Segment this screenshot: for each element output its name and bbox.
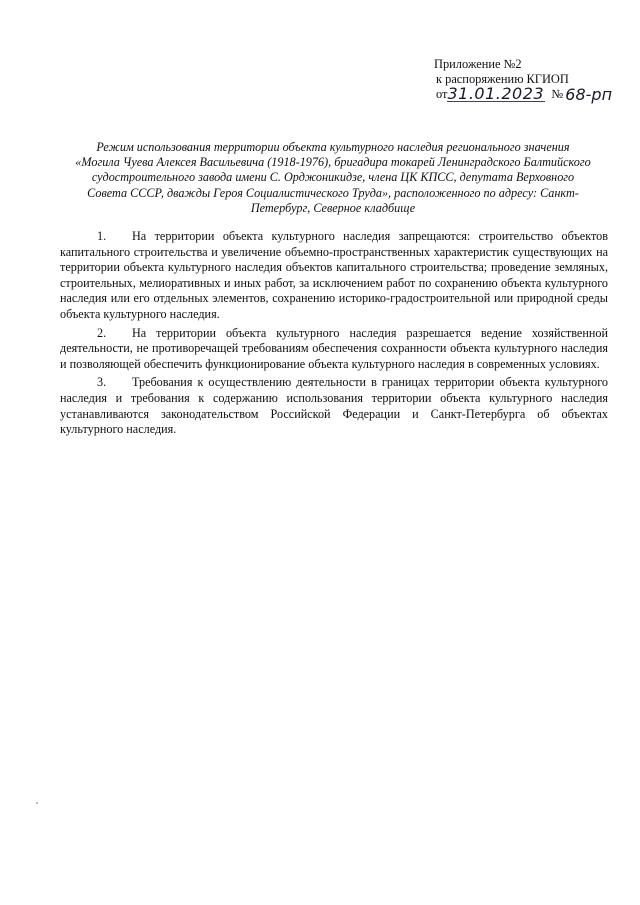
number-sign: № <box>551 87 564 101</box>
date-prefix: от <box>436 87 448 101</box>
paragraph-3 <box>60 375 608 437</box>
document-body <box>60 229 608 441</box>
paragraph-text: Требования к осуществлению деятельности в границах территории объекта культурного наследия и требования к содержанию использования территории объекта культурного наследия устанавливаются законодательством Российской Федерации и Санкт-Петербурга об объектах культурного наследия. <box>60 375 608 437</box>
annex-header <box>433 57 623 102</box>
handwritten-number: 68-рп <box>565 85 613 104</box>
annex-reference: к распоряжению КГИОП <box>436 72 569 86</box>
annex-title: Приложение №2 <box>434 57 522 71</box>
paragraph-text: На территории объекта культурного наследия запрещаются: строительство объектов капитального строительства и увеличение объемно-пространственных характеристик существующих на территории объекта культурного наследия объектов капитального строительства; проведение земляных, строительных, мелиоративных и иных работ, за исключением работ по сохранению объекта культурного наследия или его отдельных элементов, сохранению историко-градостроительной или природной среды объекта культурного наследия. <box>60 229 608 321</box>
paragraph-1 <box>60 229 608 323</box>
paragraph-2 <box>60 326 608 373</box>
paragraph-number: 3. <box>97 375 107 390</box>
handwritten-date: 31.01.2023 <box>447 84 545 103</box>
paragraph-number: 1. <box>97 229 107 243</box>
paragraph-number: 2. <box>97 325 107 340</box>
paragraph-text: На территории объекта культурного наследия разрешается ведение хозяйственной деятельности, не противоречащей требованиям обеспечения сохранности объекта культурного наследия и позволяющей обеспечить функционирование объекта культурного наследия в современных условиях. <box>60 325 608 371</box>
document-title: Режим использования территории объекта культурного наследия регионального значения «Могила Чуева Алексея Васильевича (1918-1976), бригадира токарей Ленинградского Балтийского судостроительного завода имени С. Орджоникидзе, члена ЦК КПСС, депутата Верховного Совета СССР, дважды Героя Социалистического Труда», расположенного по адресу: Санкт-Петербург, Северное кладбище <box>75 140 591 215</box>
scan-speck <box>36 802 38 804</box>
annex-date-number-line <box>433 84 623 104</box>
